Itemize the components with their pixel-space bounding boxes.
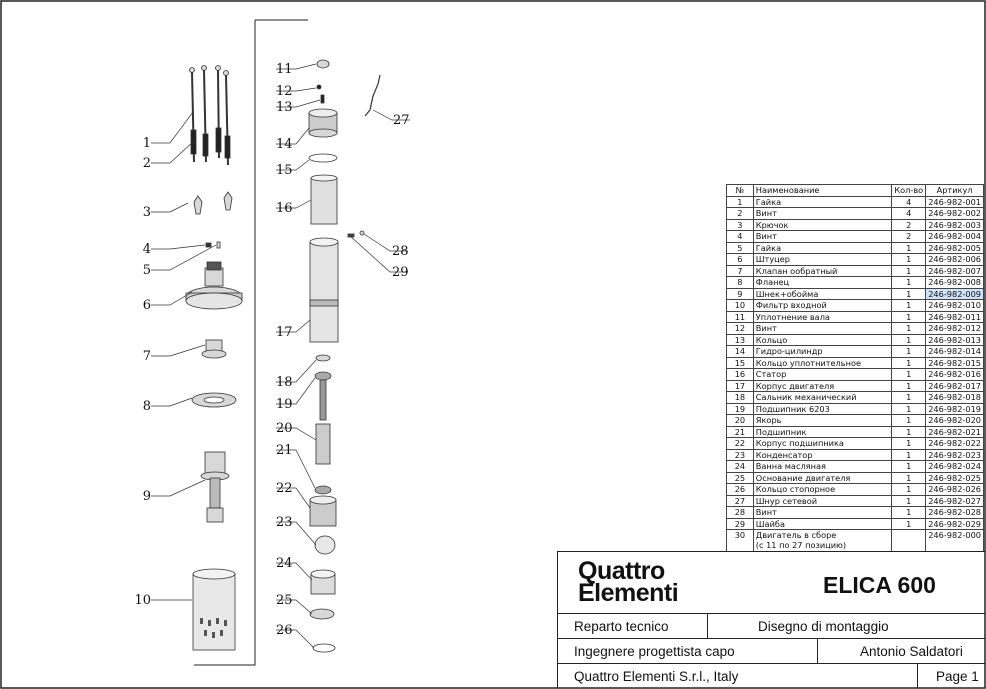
- table-row: [727, 277, 984, 289]
- row-name: Штуцер: [753, 254, 892, 266]
- row-number: 9: [727, 288, 754, 300]
- row-number: 17: [727, 380, 754, 392]
- callout-12: 12: [276, 84, 293, 99]
- row-number: 3: [727, 219, 754, 231]
- row-quantity: 1: [892, 277, 926, 289]
- table-row: [727, 288, 984, 300]
- title-block-row-department: [558, 614, 985, 639]
- row-name: Подшипник 6203: [753, 403, 892, 415]
- callout-7: 7: [142, 349, 151, 364]
- row-number: 29: [727, 518, 754, 530]
- row-quantity: 1: [892, 380, 926, 392]
- row-name: Винт: [753, 231, 892, 243]
- company-logo: [578, 557, 679, 607]
- table-row: [727, 300, 984, 312]
- table-row: [727, 380, 984, 392]
- table-row: [727, 472, 984, 484]
- row-name: Шайба: [753, 518, 892, 530]
- row-article: 246-982-001: [926, 196, 984, 208]
- row-quantity: 1: [892, 415, 926, 427]
- table-row: [727, 507, 984, 519]
- role-label: Ingegnere progettista capo: [558, 639, 818, 663]
- callout-11: 11: [276, 62, 293, 77]
- row-name: Винт: [753, 208, 892, 220]
- callout-29: 29: [392, 265, 409, 280]
- table-row: [727, 369, 984, 381]
- parts-table-body: [727, 196, 984, 552]
- header-quantity: Кол-во: [892, 185, 926, 197]
- row-quantity: 2: [892, 231, 926, 243]
- table-row: [727, 346, 984, 358]
- row-name: Кольцо уплотнительное: [753, 357, 892, 369]
- callout-21: 21: [276, 443, 293, 458]
- table-row: [727, 334, 984, 346]
- row-article: 246-982-025: [926, 472, 984, 484]
- table-row: [727, 484, 984, 496]
- title-block-brand-row: [558, 552, 985, 614]
- row-quantity: 1: [892, 323, 926, 335]
- row-name: Конденсатор: [753, 449, 892, 461]
- drawing-type-label: Disegno di montaggio: [758, 618, 889, 634]
- callout-18: 18: [276, 375, 293, 390]
- parts-list-table: [726, 184, 984, 552]
- row-name: Гайка: [753, 196, 892, 208]
- row-number: 18: [727, 392, 754, 404]
- row-number: 5: [727, 242, 754, 254]
- row-name: Винт: [753, 507, 892, 519]
- row-number: 15: [727, 357, 754, 369]
- row-name: Якорь: [753, 415, 892, 427]
- callout-17: 17: [276, 325, 293, 340]
- callout-13: 13: [276, 100, 293, 115]
- row-quantity: 1: [892, 484, 926, 496]
- row-name: Сальник механический: [753, 392, 892, 404]
- table-row: [727, 426, 984, 438]
- row-number: 25: [727, 472, 754, 484]
- row-number: 16: [727, 369, 754, 381]
- row-quantity: 1: [892, 507, 926, 519]
- callout-25: 25: [276, 593, 293, 608]
- table-row: [727, 438, 984, 450]
- row-quantity: 1: [892, 472, 926, 484]
- callout-6: 6: [142, 298, 151, 313]
- table-row: [727, 518, 984, 530]
- row-number: 2: [727, 208, 754, 220]
- callout-27: 27: [393, 113, 410, 128]
- header-number: №: [727, 185, 754, 197]
- callout-3: 3: [142, 205, 151, 220]
- row-number: 22: [727, 438, 754, 450]
- row-article: 246-982-022: [926, 438, 984, 450]
- table-row: [727, 323, 984, 335]
- row-article: 246-982-017: [926, 380, 984, 392]
- table-row: [727, 357, 984, 369]
- row-quantity: 1: [892, 449, 926, 461]
- table-row: [727, 403, 984, 415]
- row-name: Гидро-цилиндр: [753, 346, 892, 358]
- row-name: Основание двигателя: [753, 472, 892, 484]
- row-quantity: 2: [892, 219, 926, 231]
- row-quantity: 4: [892, 208, 926, 220]
- row-article: 246-982-028: [926, 507, 984, 519]
- row-article: 246-982-006: [926, 254, 984, 266]
- row-name: Ванна масляная: [753, 461, 892, 473]
- row-article: 246-982-016: [926, 369, 984, 381]
- row-number: 13: [727, 334, 754, 346]
- row-name: Кольцо: [753, 334, 892, 346]
- row-name: Статор: [753, 369, 892, 381]
- table-row: [727, 219, 984, 231]
- row-quantity: 1: [892, 288, 926, 300]
- row-article: 246-982-010: [926, 300, 984, 312]
- row-name: Фланец: [753, 277, 892, 289]
- callout-2: 2: [142, 156, 151, 171]
- row-article: 246-982-011: [926, 311, 984, 323]
- row-quantity: 1: [892, 426, 926, 438]
- table-row: [727, 208, 984, 220]
- row-quantity: 1: [892, 495, 926, 507]
- row-quantity: 1: [892, 311, 926, 323]
- row-quantity: 1: [892, 403, 926, 415]
- engineer-name: Antonio Saldatori: [860, 643, 963, 659]
- row-quantity: 1: [892, 346, 926, 358]
- table-header-row: [727, 185, 984, 197]
- table-row: [727, 196, 984, 208]
- row-article: 246-982-029: [926, 518, 984, 530]
- row-article: 246-982-020: [926, 415, 984, 427]
- table-row: [727, 231, 984, 243]
- row-number: 23: [727, 449, 754, 461]
- row-article: 246-982-002: [926, 208, 984, 220]
- table-row: [727, 392, 984, 404]
- row-number: 26: [727, 484, 754, 496]
- row-name: Винт: [753, 323, 892, 335]
- callout-20: 20: [276, 421, 293, 436]
- callout-9: 9: [142, 489, 151, 504]
- row-article: 246-982-023: [926, 449, 984, 461]
- row-number: 19: [727, 403, 754, 415]
- table-row: [727, 415, 984, 427]
- row-number: 10: [727, 300, 754, 312]
- row-article: 246-982-014: [926, 346, 984, 358]
- row-number: 1: [727, 196, 754, 208]
- callout-4: 4: [142, 242, 151, 257]
- row-number: 24: [727, 461, 754, 473]
- row-quantity: 1: [892, 334, 926, 346]
- table-row: [727, 242, 984, 254]
- row-article: 246-982-013: [926, 334, 984, 346]
- title-block-row-engineer: [558, 639, 985, 664]
- callout-16: 16: [276, 201, 293, 216]
- row-number: 30: [727, 530, 754, 553]
- callout-5: 5: [142, 263, 151, 278]
- row-article: 246-982-012: [926, 323, 984, 335]
- table-row: [727, 461, 984, 473]
- table-row: [727, 530, 984, 553]
- row-number: 20: [727, 415, 754, 427]
- table-row: [727, 311, 984, 323]
- callout-24: 24: [276, 556, 293, 571]
- row-name: Корпус двигателя: [753, 380, 892, 392]
- table-row: [727, 449, 984, 461]
- row-30-note: (с 11 по 27 позицию): [755, 540, 847, 550]
- row-quantity: 1: [892, 438, 926, 450]
- row-article: 246-982-026: [926, 484, 984, 496]
- row-quantity: 4: [892, 196, 926, 208]
- row-number: 8: [727, 277, 754, 289]
- title-block-row-company: [558, 664, 985, 688]
- row-quantity: 1: [892, 242, 926, 254]
- row-number: 27: [727, 495, 754, 507]
- callout-8: 8: [142, 399, 151, 414]
- row-name: Шнек+обойма: [753, 288, 892, 300]
- row-number: 14: [727, 346, 754, 358]
- callout-1: 1: [142, 136, 151, 151]
- table-row: [727, 265, 984, 277]
- row-name: Фильтр входной: [753, 300, 892, 312]
- header-name: Наименование: [753, 185, 892, 197]
- row-number: 6: [727, 254, 754, 266]
- row-quantity: 1: [892, 265, 926, 277]
- row-name: Уплотнение вала: [753, 311, 892, 323]
- row-article: 246-982-027: [926, 495, 984, 507]
- row-quantity: 1: [892, 254, 926, 266]
- row-name: Клапан ообратный: [753, 265, 892, 277]
- row-article: 246-982-015: [926, 357, 984, 369]
- product-name: ELICA 600: [823, 572, 936, 598]
- row-quantity: 1: [892, 392, 926, 404]
- row-article: 246-982-021: [926, 426, 984, 438]
- row-quantity: 1: [892, 461, 926, 473]
- row-name: Корпус подшипника: [753, 438, 892, 450]
- row-article: 246-982-024: [926, 461, 984, 473]
- row-article: 246-982-018: [926, 392, 984, 404]
- row-number: 12: [727, 323, 754, 335]
- row-article: 246-982-008: [926, 277, 984, 289]
- row-quantity: 1: [892, 300, 926, 312]
- callout-26: 26: [276, 623, 293, 638]
- row-name: Шнур сетевой: [753, 495, 892, 507]
- row-number: 21: [727, 426, 754, 438]
- row-article: 246-982-005: [926, 242, 984, 254]
- logo-line-2: Elementi: [578, 579, 679, 607]
- callout-22: 22: [276, 481, 293, 496]
- row-article: 246-982-000: [926, 530, 984, 553]
- row-article: 246-982-019: [926, 403, 984, 415]
- page-number: Page 1: [936, 668, 979, 684]
- row-number: 4: [727, 231, 754, 243]
- row-name: Подшипник: [753, 426, 892, 438]
- callout-23: 23: [276, 515, 293, 530]
- callout-28: 28: [392, 244, 409, 259]
- row-name: Двигатель в сборе (с 11 по 27 позицию): [753, 530, 892, 553]
- logo-line-1: Quattro: [578, 557, 665, 585]
- row-number: 7: [727, 265, 754, 277]
- row-quantity: 1: [892, 518, 926, 530]
- row-quantity: 1: [892, 369, 926, 381]
- row-number: 11: [727, 311, 754, 323]
- row-article: 246-982-007: [926, 265, 984, 277]
- callout-15: 15: [276, 163, 293, 178]
- row-name: Крючок: [753, 219, 892, 231]
- company-name: Quattro Elementi S.r.l., Italy: [558, 664, 918, 688]
- row-name: Кольцо стопорное: [753, 484, 892, 496]
- row-name: Гайка: [753, 242, 892, 254]
- header-article: Артикул: [926, 185, 984, 197]
- table-row: [727, 254, 984, 266]
- department-label: Reparto tecnico: [558, 614, 708, 638]
- table-row: [727, 495, 984, 507]
- row-article: 246-982-004: [926, 231, 984, 243]
- row-number: 28: [727, 507, 754, 519]
- callout-14: 14: [276, 137, 293, 152]
- row-article: 246-982-009: [926, 288, 984, 300]
- callout-10: 10: [134, 593, 151, 608]
- row-quantity: 1: [892, 357, 926, 369]
- callout-19: 19: [276, 397, 293, 412]
- title-block: [557, 551, 985, 688]
- row-article: 246-982-003: [926, 219, 984, 231]
- row-quantity: [892, 530, 926, 553]
